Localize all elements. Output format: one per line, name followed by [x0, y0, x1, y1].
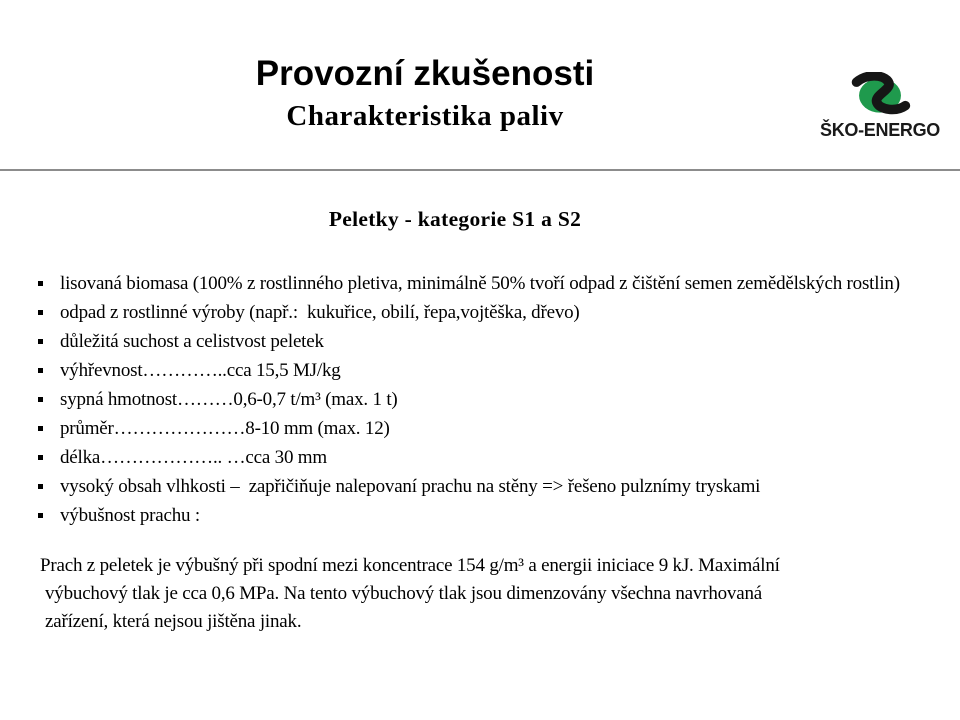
list-item	[38, 504, 900, 527]
bullet-text: výbušnost prachu :	[60, 505, 200, 526]
bullet-square-icon	[38, 484, 43, 489]
slide-title: Provozní zkušenosti	[255, 54, 595, 93]
bullet-text: sypná hmotnost………0,6-0,7 t/m³ (max. 1 t)	[60, 389, 398, 410]
header	[0, 54, 850, 132]
bullet-text: důležitá suchost a celistvost peletek	[60, 331, 324, 352]
bullet-text: lisovaná biomasa (100% z rostlinného pletiva, minimálně 50% tvoří odpad z čištění semen zemědělských rostlin)	[60, 273, 900, 294]
list-item	[38, 359, 900, 382]
note-line: zařízení, která nejsou jištěna jinak.	[45, 611, 302, 632]
bullet-text: výhřevnost…………..cca 15,5 MJ/kg	[60, 360, 341, 381]
list-item	[38, 272, 900, 295]
bullet-list	[38, 272, 900, 533]
note-line: výbuchový tlak je cca 0,6 MPa. Na tento výbuchový tlak jsou dimenzovány všechna navrhovaná	[45, 583, 762, 604]
bullet-square-icon	[38, 368, 43, 373]
list-item	[38, 417, 900, 440]
list-item	[38, 301, 900, 324]
bullet-square-icon	[38, 397, 43, 402]
bullet-text: délka……………….. …cca 30 mm	[60, 447, 327, 468]
list-item	[38, 330, 900, 353]
sko-energo-swirl-icon	[848, 72, 912, 119]
bullet-square-icon	[38, 339, 43, 344]
header-divider-line	[0, 169, 960, 171]
bullet-square-icon	[38, 281, 43, 286]
section-title: Peletky - kategorie S1 a S2	[328, 207, 582, 231]
slide-subtitle: Charakteristika paliv	[286, 100, 564, 132]
explosion-note-paragraph	[40, 552, 955, 636]
bullet-square-icon	[38, 513, 43, 518]
bullet-square-icon	[38, 455, 43, 460]
bullet-square-icon	[38, 426, 43, 431]
bullet-text: vysoký obsah vlhkosti – zapřičiňuje nalepovaní prachu na stěny => řešeno pulznímy tryskami	[60, 476, 761, 497]
logo-wordmark: ŠKO-ENERGO	[819, 120, 940, 140]
list-item	[38, 446, 900, 469]
bullet-text: odpad z rostlinné výroby (např.: kukuřice, obilí, řepa,vojtěška, dřevo)	[60, 302, 580, 323]
bullet-text: průměr…………………8-10 mm (max. 12)	[60, 418, 390, 439]
list-item	[38, 388, 900, 411]
sko-energo-logo	[815, 72, 945, 141]
note-line: Prach z peletek je výbušný při spodní mezi koncentrace 154 g/m³ a energii iniciace 9 kJ. Maximální	[40, 555, 780, 576]
list-item	[38, 475, 900, 498]
bullet-square-icon	[38, 310, 43, 315]
